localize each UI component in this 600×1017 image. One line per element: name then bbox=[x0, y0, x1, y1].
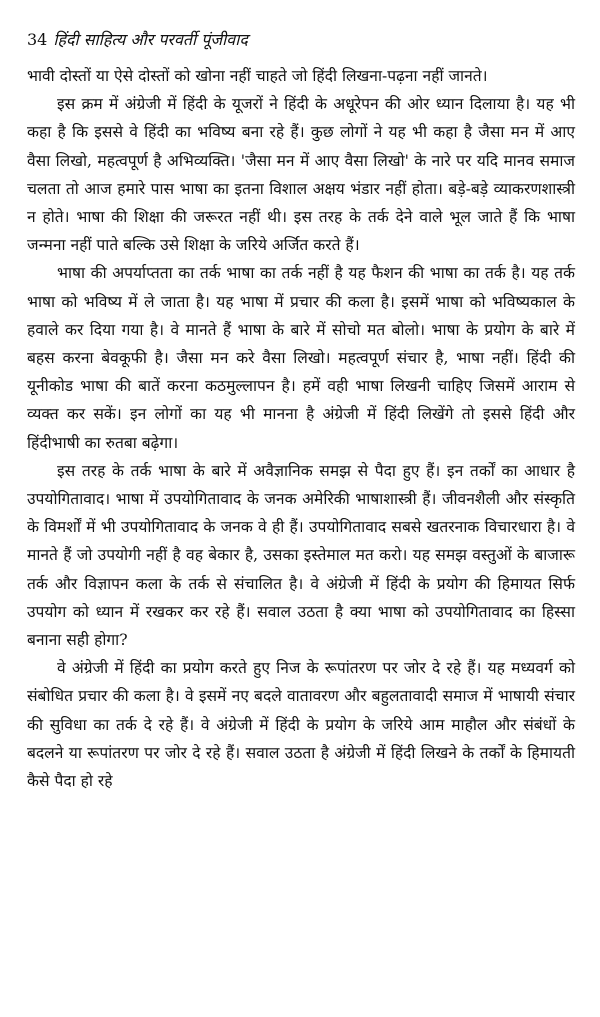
page-number: 34 bbox=[27, 30, 48, 49]
paragraph-transformation: वे अंग्रेजी में हिंदी का प्रयोग करते हुए निज के रूपांतरण पर जोर दे रहे हैं। यह मध्यवर्ग को संबोधित प्रचार की कला है। वे इसमें नए बदले वातावरण और बहुलतावादी समाज में भाषायी संचार की सुविधा का तर्क दे रहे हैं। वे अंग्रेजी में हिंदी के प्रयोग के जरिये आम माहौल और संबंधों के बदलने या रूपांतरण पर जोर दे रहे हैं। सवाल उठता है अंग्रेजी में हिंदी लिखने के तर्कों के हिमायती कैसे पैदा हो रहे bbox=[27, 659, 575, 791]
running-head bbox=[27, 28, 575, 52]
paragraph-utilitarianism: इस तरह के तर्क भाषा के बारे में अवैज्ञानिक समझ से पैदा हुए हैं। इन तर्कों का आधार है उपयोगितावाद। भाषा में उपयोगितावाद के जनक अमेरिकी भाषाशास्त्री हैं। जीवनशैली और संस्कृति के विमर्शों में भी उपयोगितावाद के जनक वे ही हैं। उपयोगितावाद सबसे खतरनाक विचारधारा है। वे मानते हैं जो उपयोगी नहीं है वह बेकार है, उसका इस्तेमाल मत करो। यह समझ वस्तुओं के बाजारू तर्क और विज्ञापन कला के तर्क से संचालित है। वे अंग्रेजी में हिंदी के प्रयोग की हिमायत सिर्फ उपयोग को ध्यान में रखकर कर रहे हैं। सवाल उठता है क्या भाषा को उपयोगितावाद का हिस्सा बनाना सही होगा? bbox=[27, 461, 575, 650]
paragraph-hindi-users-argument: इस क्रम में अंग्रेजी में हिंदी के यूजरों ने हिंदी के अधूरेपन की ओर ध्यान दिलाया है। यह भी कहा है कि इससे वे हिंदी का भविष्य बना रहे हैं। कुछ लोगों ने यह भी कहा है जैसा मन में आए वैसा लिखो, महत्वपूर्ण है अभिव्यक्ति। 'जैसा मन में आए वैसा लिखो' के नारे पर यदि मानव समाज चलता तो आज हमारे पास भाषा का इतना विशाल अक्षय भंडार नहीं होता। बड़े-बड़े व्याकरणशास्त्री न होते। भाषा की शिक्षा की जरूरत नहीं थी। इस तरह के तर्क देने वाले भूल जाते हैं कि भाषा जन्मना नहीं पाते बल्कि उसे शिक्षा के जरिये अर्जित करते हैं। bbox=[27, 95, 575, 255]
book-page bbox=[27, 28, 575, 795]
running-title: हिंदी साहित्य और परवर्ती पूंजीवाद bbox=[53, 30, 248, 49]
paragraph-language-inadequacy: भाषा की अपर्याप्तता का तर्क भाषा का तर्क नहीं है यह फैशन की भाषा का तर्क है। यह तर्क भाषा को भविष्य में ले जाता है। यह भाषा में प्रचार की कला है। इसमें भाषा को भविष्यकाल के हवाले कर दिया गया है। वे मानते हैं भाषा के बारे में सोचो मत बोलो। भाषा के प्रयोग के बारे में बहस करना बेवकूफी है। जैसा मन करे वैसा लिखो। महत्वपूर्ण संचार है, भाषा नहीं। हिंदी की यूनीकोड भाषा की बातें करना कठमुल्लापन है। हमें वही भाषा लिखनी चाहिए जिसमें आराम से व्यक्त कर सकें। इन लोगों का यह भी मानना है अंग्रेजी में हिंदी लिखेंगे तो इससे हिंदी और हिंदीभाषी का रुतबा बढ़ेगा। bbox=[27, 264, 575, 452]
paragraph-continuation: भावी दोस्तों या ऐसे दोस्तों को खोना नहीं चाहते जो हिंदी लिखना-पढ़ना नहीं जानते। bbox=[27, 67, 488, 85]
